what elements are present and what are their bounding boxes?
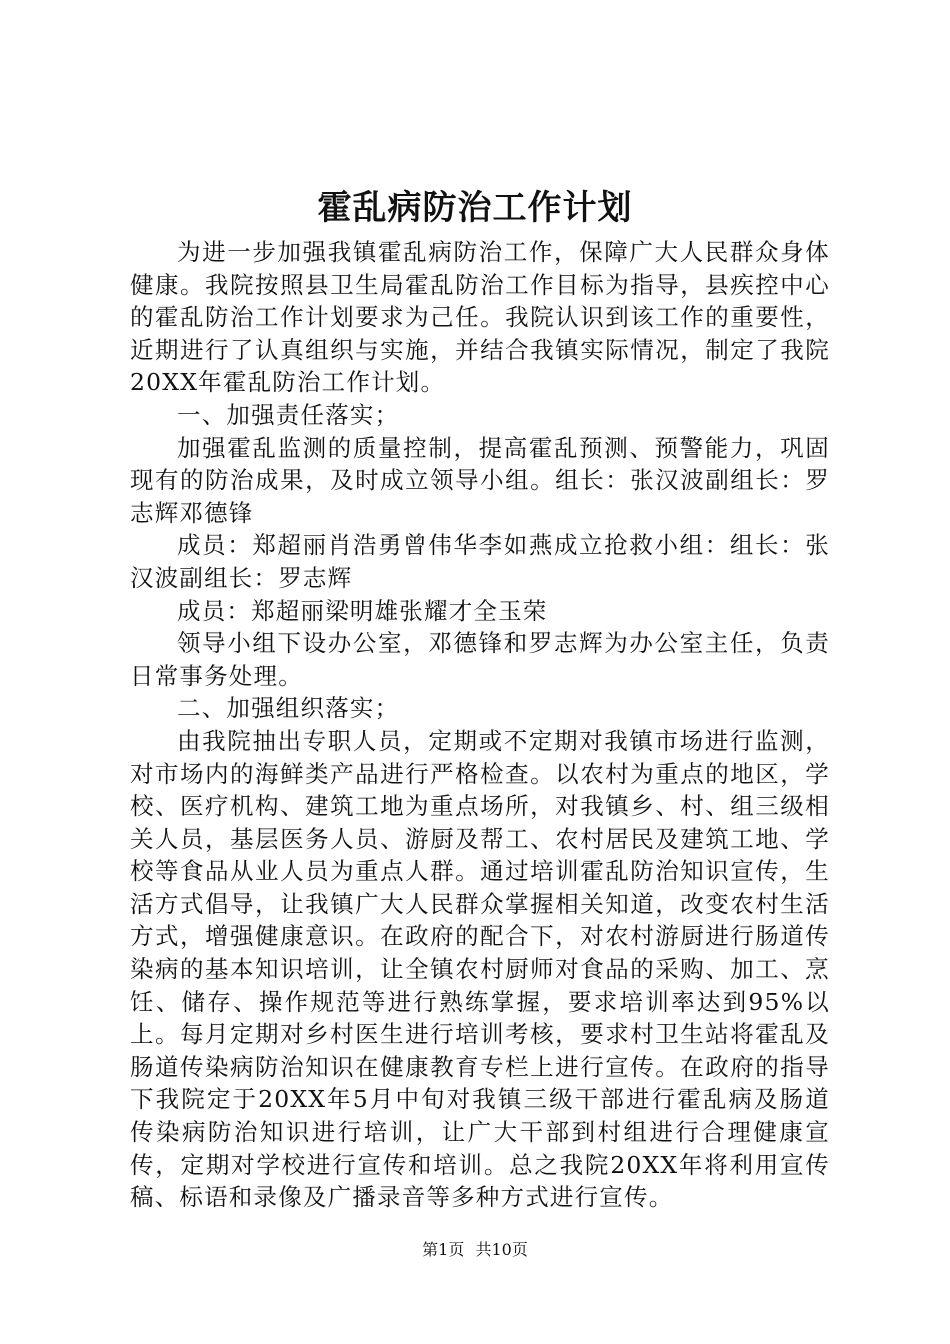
paragraph-leadership: 加强霍乱监测的质量控制，提高霍乱预测、预警能力，巩固现有的防治成果，及时成立领导小组。组长：张汉波副组长：罗志辉邓德锋 [130, 433, 830, 527]
paragraph-organization: 由我院抽出专职人员，定期或不定期对我镇市场进行监测，对市场内的海鲜类产品进行严格检查。以农村为重点的地区，学校、医疗机构、建筑工地为重点场所，对我镇乡、村、组三级相关人员，基层医务人员、游厨及帮工、农村居民及建筑工地、学校等食品从业人员为重点人群。通过培训霍乱防治知识宣传，生活方式倡导，让我镇广大人民群众掌握相关知道，改变农村生活方式，增强健康意识。在政府的配合下，对农村游厨进行肠道传染病的基本知识培训，让全镇农村厨师对食品的采购、加工、烹饪、储存、操作规范等进行熟练掌握，要求培训率达到95%以上。每月定期对乡村医生进行培训考核，要求村卫生站将霍乱及肠道传染病防治知识在健康教育专栏上进行宣传。在政府的指导下我院定于20XX年5月中旬对我镇三级干部进行霍乱病及肠道传染病防治知识进行培训，让广大干部到村组进行合理健康宣传，定期对学校进行宣传和培训。总之我院20XX年将利用宣传稿、标语和录像及广播录音等多种方式进行宣传。 [130, 726, 830, 1212]
document-title: 霍乱病防治工作计划 [317, 188, 633, 228]
document-body [130, 236, 830, 1214]
paragraph-office: 领导小组下设办公室，邓德锋和罗志辉为办公室主任，负责日常事务处理。 [130, 629, 830, 690]
paragraph-members-2: 成员：郑超丽梁明雄张耀才全玉荣 [177, 596, 548, 625]
page-number: 第1页 [422, 1240, 465, 1259]
section-heading-2: 二、加强组织落实； [177, 694, 400, 723]
section-heading-1: 一、加强责任落实； [177, 400, 400, 429]
page-total: 共10页 [475, 1240, 528, 1259]
paragraph-intro: 为进一步加强我镇霍乱病防治工作，保障广大人民群众身体健康。我院按照县卫生局霍乱防治工作目标为指导，县疾控中心的霍乱防治工作计划要求为己任。我院认识到该工作的重要性，近期进行了认真组织与实施，并结合我镇实际情况，制定了我院20XX年霍乱防治工作计划。 [130, 238, 830, 397]
paragraph-members-1: 成员：郑超丽肖浩勇曾伟华李如燕成立抢救小组：组长：张汉波副组长：罗志辉 [130, 531, 830, 592]
page-footer [0, 1240, 950, 1260]
